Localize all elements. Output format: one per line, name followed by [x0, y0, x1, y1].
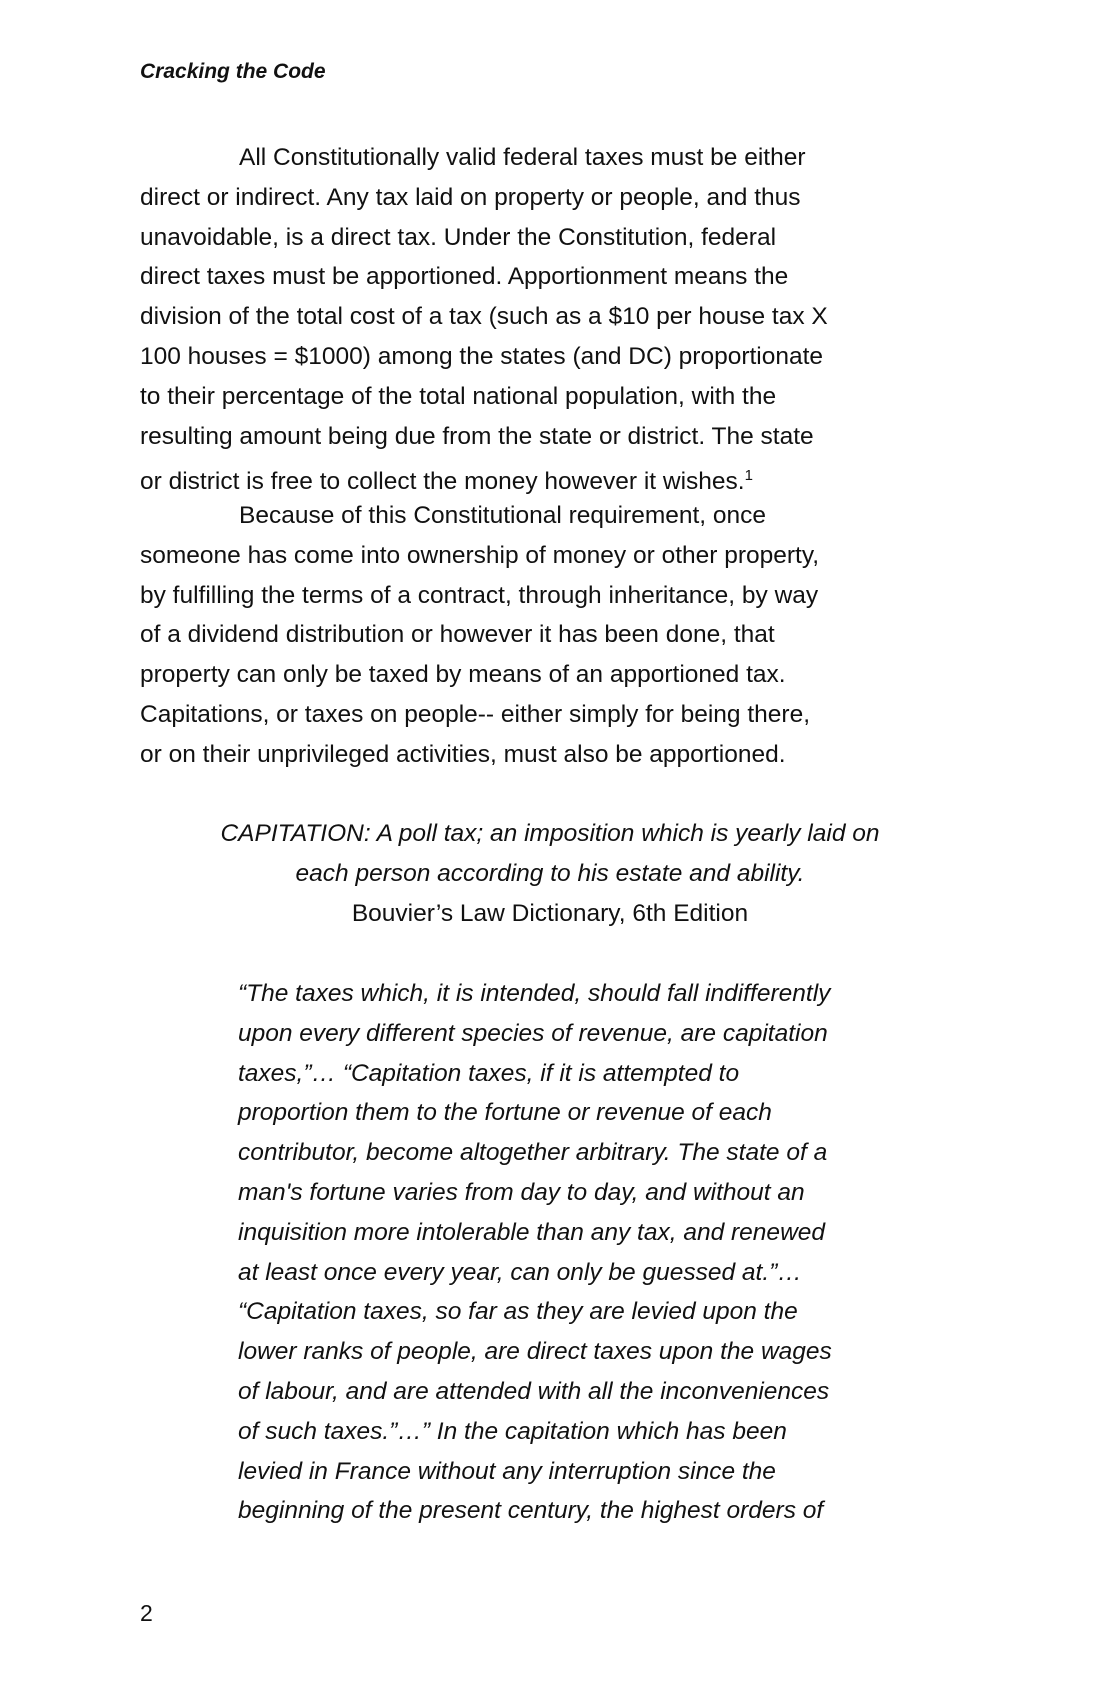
- text-line: direct taxes must be apportioned. Apportionment means the: [140, 263, 789, 291]
- quote-line: of labour, and are attended with all the inconveniences: [238, 1377, 830, 1405]
- quote-line: beginning of the present century, the highest orders of: [238, 1497, 824, 1525]
- text-line: 100 houses = $1000) among the states (and DC) proportionate: [140, 342, 824, 370]
- quote-line: at least once every year, can only be guessed at.”…: [238, 1258, 802, 1286]
- text-line: property can only be taxed by means of an apportioned tax.: [140, 661, 786, 689]
- quote-line: man's fortune varies from day to day, and without an: [238, 1178, 805, 1206]
- text-line: Because of this Constitutional requirement, once: [239, 502, 767, 529]
- quote-line: lower ranks of people, are direct taxes upon the wages: [238, 1338, 832, 1366]
- text-line: division of the total cost of a tax (such as a $10 per house tax X: [140, 303, 828, 331]
- text-line: All Constitutionally valid federal taxes must be either: [239, 144, 806, 171]
- text-line: someone has come into ownership of money or other property,: [140, 541, 820, 569]
- definition-line: CAPITATION: A poll tax; an imposition which is yearly laid on: [220, 820, 880, 847]
- quote-line: contributor, become altogether arbitrary. The state of a: [238, 1139, 828, 1167]
- text-line-content: or district is free to collect the money however it wishes.: [140, 468, 745, 496]
- quote-line: levied in France without any interruption since the: [238, 1457, 776, 1485]
- running-header: Cracking the Code: [140, 60, 326, 83]
- text-line: unavoidable, is a direct tax. Under the Constitution, federal: [140, 223, 777, 251]
- text-line: direct or indirect. Any tax laid on property or people, and thus: [140, 183, 801, 211]
- quote-line: proportion them to the fortune or revenue of each: [238, 1099, 772, 1127]
- text-line: [140, 456, 940, 496]
- definition-line: each person according to his estate and ability.: [295, 859, 805, 887]
- block-quote: [238, 974, 938, 1531]
- quote-line: inquisition more intolerable than any tax, and renewed: [238, 1218, 826, 1246]
- quote-line: of such taxes.”…” In the capitation which has been: [238, 1417, 787, 1445]
- paragraph-1: [140, 138, 940, 496]
- text-line: or on their unprivileged activities, must also be apportioned.: [140, 740, 786, 768]
- quote-line: taxes,”… “Capitation taxes, if it is attempted to: [238, 1059, 740, 1087]
- quote-line: upon every different species of revenue, are capitation: [238, 1019, 828, 1047]
- text-line: resulting amount being due from the state or district. The state: [140, 422, 814, 450]
- text-line: Capitations, or taxes on people-- either simply for being there,: [140, 700, 811, 728]
- quote-line: “The taxes which, it is intended, should fall indifferently: [238, 980, 831, 1007]
- text-line: to their percentage of the total national population, with the: [140, 382, 777, 410]
- footnote-reference[interactable]: 1: [744, 467, 753, 485]
- quote-line: “Capitation taxes, so far as they are levied upon the: [238, 1298, 798, 1326]
- definition-source: Bouvier’s Law Dictionary, 6th Edition: [351, 899, 749, 927]
- text-line: of a dividend distribution or however it has been done, that: [140, 621, 775, 649]
- text-line: by fulfilling the terms of a contract, through inheritance, by way: [140, 581, 819, 609]
- paragraph-2: [140, 496, 940, 775]
- page-number: 2: [140, 1600, 153, 1626]
- definition-block: [150, 814, 950, 933]
